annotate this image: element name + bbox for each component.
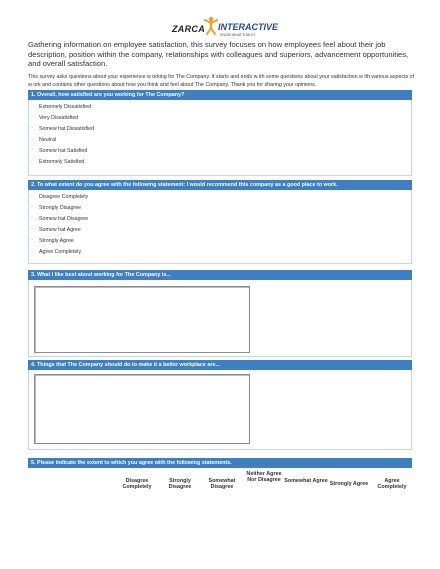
question-3-header: 3. What I like best about working for The Company is... bbox=[28, 270, 412, 280]
scale-header: Strongly Disagree bbox=[168, 478, 192, 491]
q1-option[interactable]: ▫ Extremely Satisfied bbox=[39, 159, 84, 165]
survey-description: This survey asks questions about your experience w orking for The Company. It starts and ends w ith some questions about your satisfaction w ith various aspects of w ork and contains other questions about how you think and feel about The Company. Thank you for sharing your opinions. bbox=[28, 74, 415, 88]
logo-tagline: KNOW WHAT'S NEXT bbox=[220, 33, 256, 37]
q4-text-input[interactable] bbox=[34, 374, 250, 444]
q1-option[interactable]: ▫ Extremely Dissatisfied bbox=[39, 104, 91, 110]
q1-option[interactable]: ▫ Neutral bbox=[39, 137, 56, 143]
intro-text: Gathering information on employee satisfaction, this survey focuses on how employees feel about their job description, position within the company, relationships with colleagues and superiors, advancement opportunities, and overall satisfaction. bbox=[28, 40, 409, 68]
q2-option[interactable]: ▫ Agree Completely bbox=[39, 249, 81, 255]
logo-interactive-text: INTERACTIVE bbox=[218, 22, 279, 32]
question-2-box bbox=[28, 190, 412, 264]
scale-header: Somewhat Disagree bbox=[208, 478, 236, 491]
question-2-header: 2. To what extent do you agree with the following statement: I would recommend this company as a good place to work. bbox=[28, 180, 412, 190]
scale-header: Somewhat Agree bbox=[284, 478, 328, 484]
logo-zarca-text: ZARCA bbox=[172, 24, 205, 34]
q2-option[interactable]: ▫ Strongly Disagree bbox=[39, 205, 81, 211]
question-5-header: 5. Please indicate the extent to which you agree with the following statements. bbox=[28, 458, 412, 468]
scale-header: Neither Agree Nor Disagree bbox=[246, 471, 282, 484]
scale-header: Agree Completely bbox=[377, 478, 407, 491]
scale-header: Disagree Completely bbox=[122, 478, 152, 491]
q1-option[interactable]: ▫ Somew hat Satisfied bbox=[39, 148, 87, 154]
q1-option[interactable]: ▫ Very Dissatisfied bbox=[39, 115, 78, 121]
question-1-box bbox=[28, 100, 412, 176]
question-1-header: 1. Overall, how satisfied are you working for The Company? bbox=[28, 90, 412, 100]
q2-option[interactable]: ▫ Somew hat Agree bbox=[39, 227, 81, 233]
q2-option[interactable]: ▫ Disagree Completely bbox=[39, 194, 88, 200]
q2-option[interactable]: ▫ Strongly Agree bbox=[39, 238, 74, 244]
q1-option[interactable]: ▫ Somew hat Dissatisfied bbox=[39, 126, 94, 132]
q3-text-input[interactable] bbox=[34, 286, 250, 353]
q2-option[interactable]: ▫ Somew hat Disagree bbox=[39, 216, 88, 222]
jumping-figure-icon bbox=[203, 16, 219, 36]
question-4-header: 4. Things that The Company should do to make it a better workplace are... bbox=[28, 360, 412, 370]
company-logo bbox=[168, 14, 278, 40]
scale-header: Strongly Agree bbox=[329, 481, 369, 487]
